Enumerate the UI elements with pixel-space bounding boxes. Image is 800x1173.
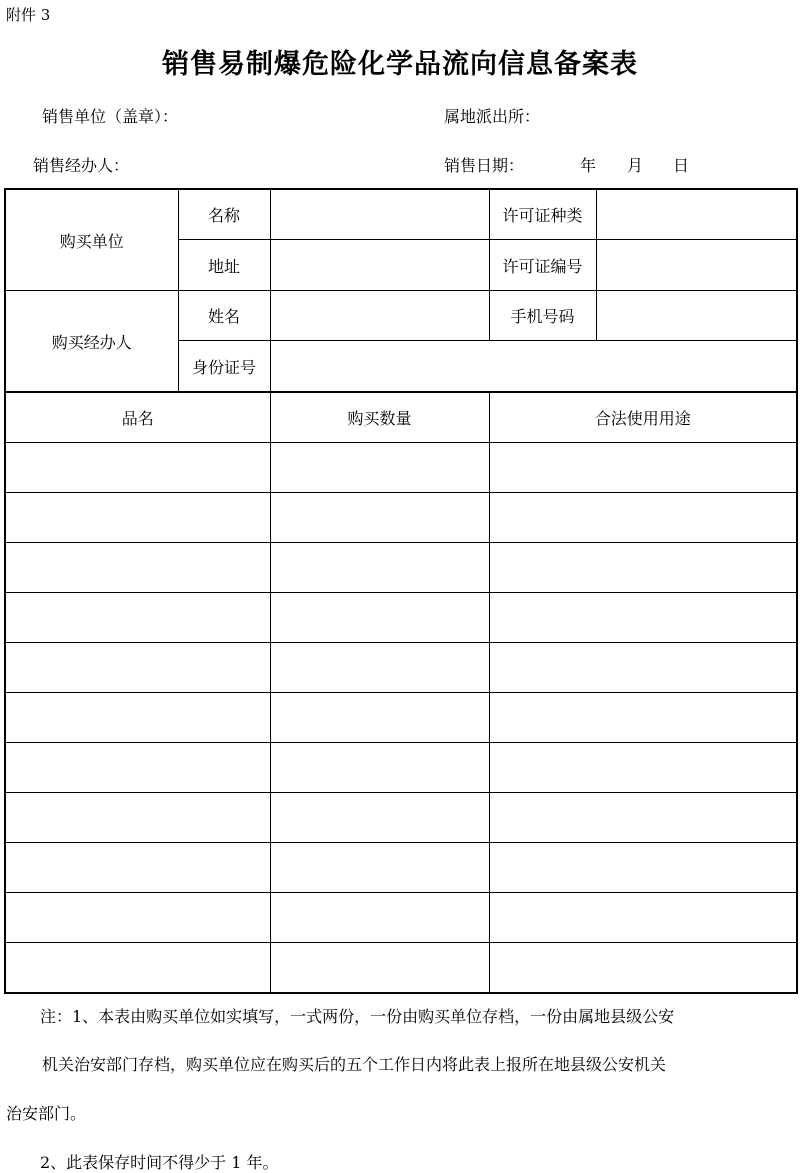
buyer-agent-label: 购买经办人 bbox=[5, 291, 178, 393]
quantity-cell[interactable] bbox=[270, 893, 489, 943]
buyer-address-label: 地址 bbox=[178, 240, 270, 291]
id-number-label: 身份证号 bbox=[178, 341, 270, 393]
record-form-table bbox=[4, 188, 798, 994]
product-cell[interactable] bbox=[5, 943, 270, 994]
usage-cell[interactable] bbox=[489, 793, 797, 843]
product-cell[interactable] bbox=[5, 643, 270, 693]
attachment-label: 附件 3 bbox=[6, 6, 51, 24]
day-label: 日 bbox=[673, 156, 690, 175]
usage-cell[interactable] bbox=[489, 443, 797, 493]
month-label: 月 bbox=[627, 156, 644, 175]
buyer-name-field[interactable] bbox=[270, 189, 489, 240]
agent-name-field[interactable] bbox=[270, 291, 489, 341]
quantity-cell[interactable] bbox=[270, 693, 489, 743]
phone-field[interactable] bbox=[596, 291, 797, 341]
quantity-cell[interactable] bbox=[270, 793, 489, 843]
usage-cell[interactable] bbox=[489, 743, 797, 793]
usage-cell[interactable] bbox=[489, 593, 797, 643]
quantity-cell[interactable] bbox=[270, 643, 489, 693]
agent-name-label: 姓名 bbox=[178, 291, 270, 341]
quantity-cell[interactable] bbox=[270, 743, 489, 793]
quantity-cell[interactable] bbox=[270, 593, 489, 643]
seller-agent-label: 销售经办人： bbox=[33, 156, 130, 175]
year-label: 年 bbox=[580, 156, 597, 175]
quantity-cell[interactable] bbox=[270, 843, 489, 893]
quantity-cell[interactable] bbox=[270, 443, 489, 493]
quantity-cell[interactable] bbox=[270, 543, 489, 593]
column-header-usage: 合法使用用途 bbox=[489, 392, 797, 443]
product-cell[interactable] bbox=[5, 743, 270, 793]
note-line-1: 注：1、本表由购买单位如实填写，一式两份，一份由购买单位存档，一份由属地县级公安 bbox=[40, 1007, 675, 1026]
police-station-label: 属地派出所： bbox=[444, 107, 541, 126]
license-type-field[interactable] bbox=[596, 189, 797, 240]
usage-cell[interactable] bbox=[489, 893, 797, 943]
usage-cell[interactable] bbox=[489, 643, 797, 693]
product-cell[interactable] bbox=[5, 793, 270, 843]
license-type-label: 许可证种类 bbox=[489, 189, 596, 240]
phone-label: 手机号码 bbox=[489, 291, 596, 341]
note-line-3: 治安部门。 bbox=[6, 1104, 87, 1123]
seller-unit-label: 销售单位（盖章）： bbox=[42, 107, 179, 126]
column-header-product: 品名 bbox=[5, 392, 270, 443]
usage-cell[interactable] bbox=[489, 843, 797, 893]
usage-cell[interactable] bbox=[489, 543, 797, 593]
note-line-2: 机关治安部门存档，购买单位应在购买后的五个工作日内将此表上报所在地县级公安机关 bbox=[42, 1055, 667, 1074]
id-number-field[interactable] bbox=[270, 341, 797, 393]
buyer-unit-label: 购买单位 bbox=[5, 189, 178, 291]
note-line-4: 2、此表保存时间不得少于 1 年。 bbox=[40, 1153, 279, 1172]
form-title: 销售易制爆危险化学品流向信息备案表 bbox=[162, 49, 638, 80]
usage-cell[interactable] bbox=[489, 493, 797, 543]
license-no-field[interactable] bbox=[596, 240, 797, 291]
quantity-cell[interactable] bbox=[270, 943, 489, 994]
sale-date-label: 销售日期： bbox=[444, 156, 525, 175]
usage-cell[interactable] bbox=[489, 943, 797, 994]
product-cell[interactable] bbox=[5, 543, 270, 593]
column-header-quantity: 购买数量 bbox=[270, 392, 489, 443]
license-no-label: 许可证编号 bbox=[489, 240, 596, 291]
product-cell[interactable] bbox=[5, 843, 270, 893]
product-cell[interactable] bbox=[5, 693, 270, 743]
buyer-address-field[interactable] bbox=[270, 240, 489, 291]
buyer-name-label: 名称 bbox=[178, 189, 270, 240]
quantity-cell[interactable] bbox=[270, 493, 489, 543]
product-cell[interactable] bbox=[5, 893, 270, 943]
product-cell[interactable] bbox=[5, 493, 270, 543]
usage-cell[interactable] bbox=[489, 693, 797, 743]
product-cell[interactable] bbox=[5, 593, 270, 643]
product-cell[interactable] bbox=[5, 443, 270, 493]
